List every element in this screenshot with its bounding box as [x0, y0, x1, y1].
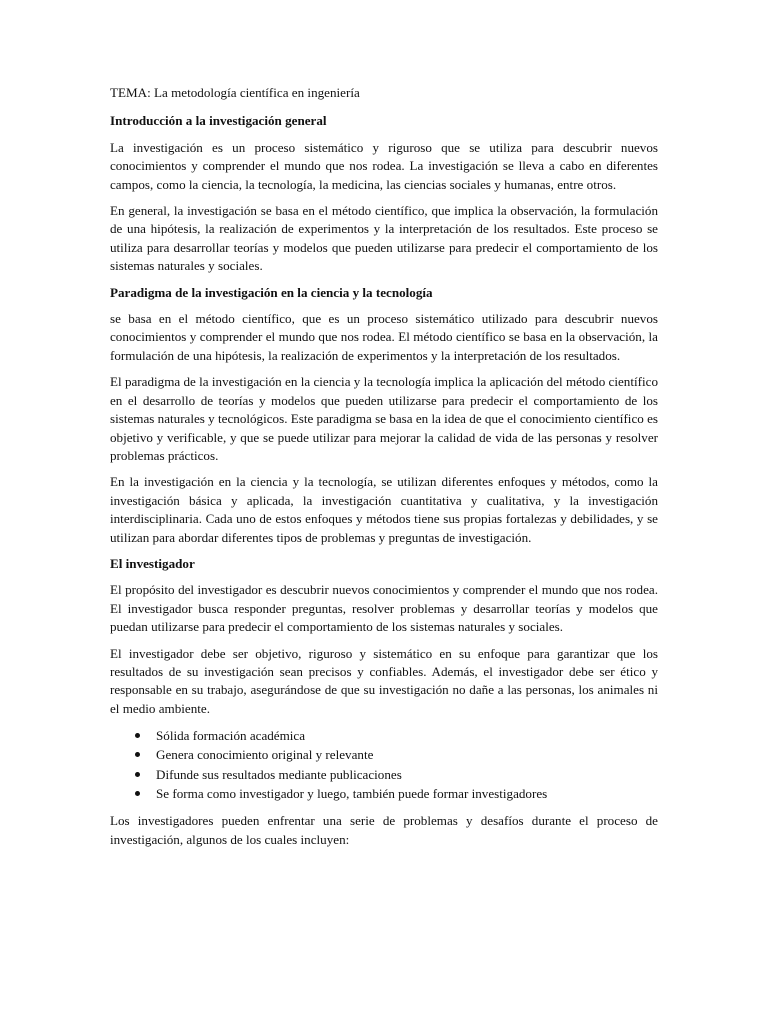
- paragraph: En general, la investigación se basa en el método científico, que implica la observación, la formulación de una hipótesis, la realización de experimentos y la interpretación de los resultados. Este proceso se utiliza para desarrollar teorías y modelos que pueden utilizarse para predecir el comportamiento de los sistemas naturales y sociales.: [110, 203, 658, 274]
- paragraph: El propósito del investigador es descubrir nuevos conocimientos y comprender el mundo que nos rodea. El investigador busca responder preguntas, resolver problemas y desarrollar teorías y modelos que puedan utilizarse para predecir el comportamiento de los sistemas naturales y sociales.: [110, 582, 658, 635]
- list-item-text: Sólida formación académica: [156, 728, 306, 744]
- paragraph: El investigador debe ser objetivo, riguroso y sistemático en su enfoque para garantizar que los resultados de su investigación sean precisos y confiables. Además, el investigador debe ser ético y responsable en su trabajo, asegurándose de que su investigación no dañe a las personas, los animales ni el medio ambiente.: [110, 645, 658, 716]
- paragraph: se basa en el método científico, que es un proceso sistemático utilizado para descubrir nuevos conocimientos y comprender el mundo que nos rodea. El método científico se basa en la observación, la formulación de una hipótesis, la realización de experimentos y la interpretación de los resultados.: [110, 311, 658, 363]
- paragraph: El paradigma de la investigación en la ciencia y la tecnología implica la aplicación del método científico en el desarrollo de teorías y modelos que pueden utilizarse para predecir el comportamiento de los sistemas naturales y tecnológicos. Este paradigma se basa en la idea de que el conocimiento científico es objetivo y verificable, y que se puede utilizar para mejorar la calidad de vida de las personas y resolver problemas prácticos.: [110, 374, 658, 463]
- bullet-icon: [135, 733, 140, 738]
- paragraph: En la investigación en la ciencia y la tecnología, se utilizan diferentes enfoques y métodos, como la investigación básica y aplicada, la investigación cuantitativa y cualitativa, y la investigación interdisciplinaria. Cada uno de estos enfoques y métodos tiene sus propias fortalezas y debilidades, y se utilizan para abordar diferentes tipos de problemas y preguntas de investigación.: [110, 474, 658, 545]
- section-heading-paradigma: Paradigma de la investigación en la ciencia y la tecnología: [110, 284, 433, 300]
- section-heading-introduccion: Introducción a la investigación general: [110, 113, 327, 129]
- document-topic: TEMA: La metodología científica en ingeniería: [110, 85, 360, 100]
- bullet-icon: [135, 772, 140, 777]
- section-heading-investigador: El investigador: [110, 555, 195, 571]
- list-item-text: Genera conocimiento original y relevante: [156, 747, 374, 763]
- list-item: [156, 765, 658, 784]
- researcher-traits-list: [110, 726, 658, 803]
- list-item: [156, 726, 658, 745]
- bullet-icon: [135, 752, 140, 757]
- list-item-text: Se forma como investigador y luego, también puede formar investigadores: [156, 786, 548, 802]
- list-item: [156, 745, 658, 764]
- bullet-icon: [135, 791, 140, 796]
- list-item-text: Difunde sus resultados mediante publicaciones: [156, 766, 402, 782]
- paragraph: Los investigadores pueden enfrentar una serie de problemas y desafíos durante el proceso de investigación, algunos de los cuales incluyen:: [110, 813, 658, 847]
- list-item: [156, 784, 658, 803]
- paragraph: La investigación es un proceso sistemático y riguroso que se utiliza para descubrir nuevos conocimientos y comprender el mundo que nos rodea. La investigación se lleva a cabo en diferentes campos, como la ciencia, la tecnología, la medicina, las ciencias sociales y humanas, entre otros.: [110, 139, 658, 192]
